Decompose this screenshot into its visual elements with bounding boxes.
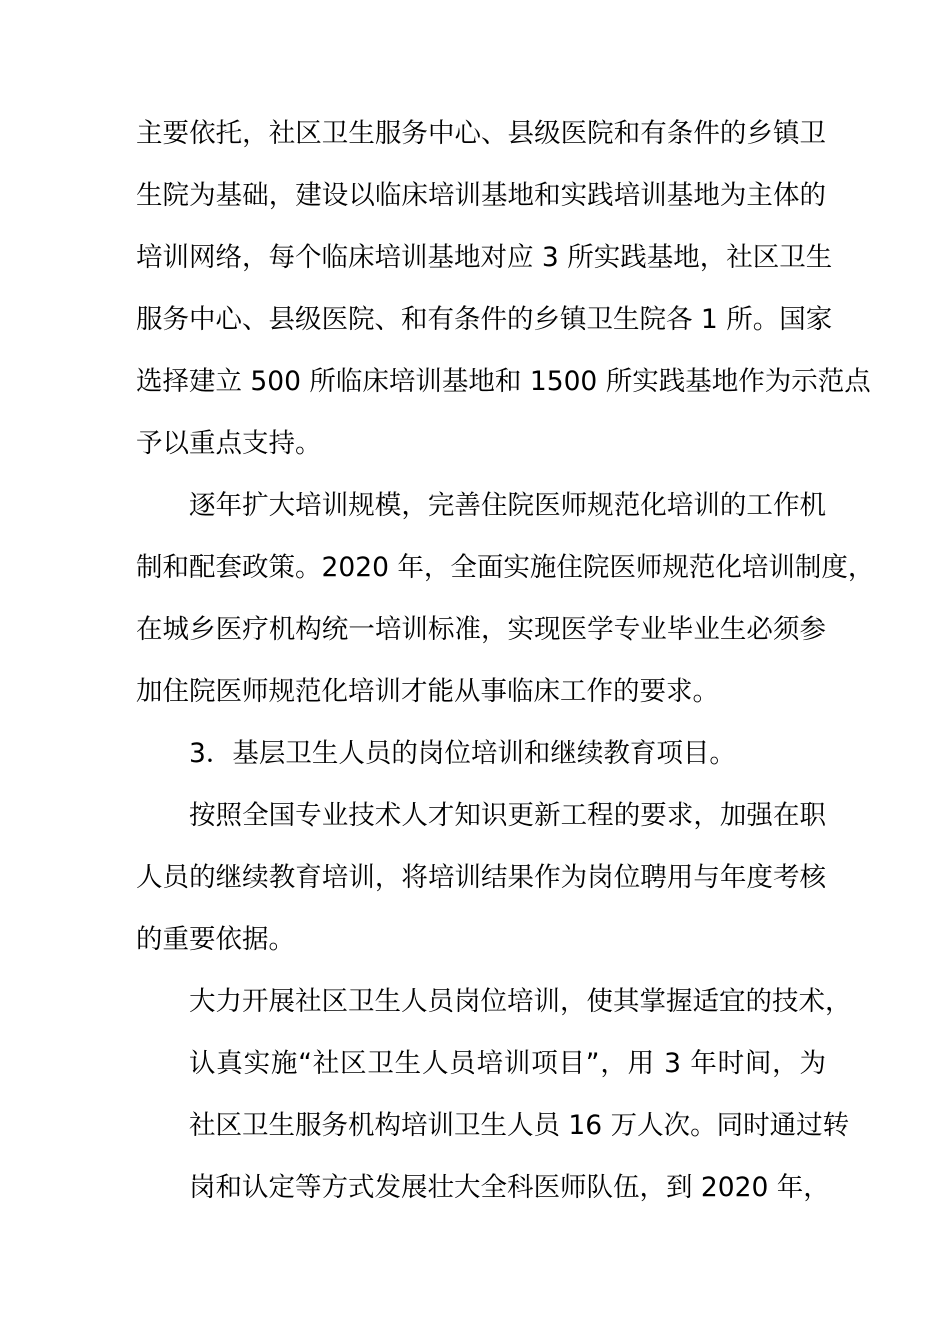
text-line: 认真实施“社区卫生人员培训项目”，用 3 年时间，为	[189, 1048, 826, 1079]
text-line: 制和配套政策。2020 年，全面实施住院医师规范化培训制度，	[136, 552, 875, 583]
text-line: 按照全国专业技术人才知识更新工程的要求，加强在职	[189, 800, 826, 831]
text-line: 主要依托，社区卫生服务中心、县级医院和有条件的乡镇卫	[136, 118, 826, 149]
text-line: 人员的继续教育培训，将培训结果作为岗位聘用与年度考核	[136, 862, 826, 893]
paragraph-community-training	[136, 971, 852, 1219]
text-line: 选择建立 500 所临床培训基地和 1500 所实践基地作为示范点	[136, 366, 871, 397]
text-line: 社区卫生服务机构培训卫生人员 16 万人次。同时通过转	[189, 1110, 850, 1141]
text-line: 逐年扩大培训规模，完善住院医师规范化培训的工作机	[189, 490, 826, 521]
paragraph-training-network	[136, 103, 871, 475]
text-line: 的重要依据。	[136, 924, 295, 955]
text-line: 在城乡医疗机构统一培训标准，实现医学专业毕业生必须参	[136, 614, 826, 645]
paragraph-expand-training	[136, 475, 875, 723]
text-line: 培训网络，每个临床培训基地对应 3 所实践基地，社区卫生	[136, 242, 833, 273]
text-line: 大力开展社区卫生人员岗位培训，使其掌握适宜的技术，	[189, 986, 852, 1017]
heading-line: 3．基层卫生人员的岗位培训和继续教育项目。	[189, 738, 736, 769]
text-line: 服务中心、县级医院、和有条件的乡镇卫生院各 1 所。国家	[136, 304, 833, 335]
paragraph-continuing-education	[136, 785, 826, 971]
section-heading-3	[136, 723, 826, 785]
text-line: 予以重点支持。	[136, 428, 322, 459]
text-line: 生院为基础，建设以临床培训基地和实践培训基地为主体的	[136, 180, 826, 211]
document-body	[136, 103, 875, 1219]
text-line: 加住院医师规范化培训才能从事临床工作的要求。	[136, 676, 719, 707]
text-line: 岗和认定等方式发展壮大全科医师队伍，到 2020 年，	[189, 1172, 830, 1203]
